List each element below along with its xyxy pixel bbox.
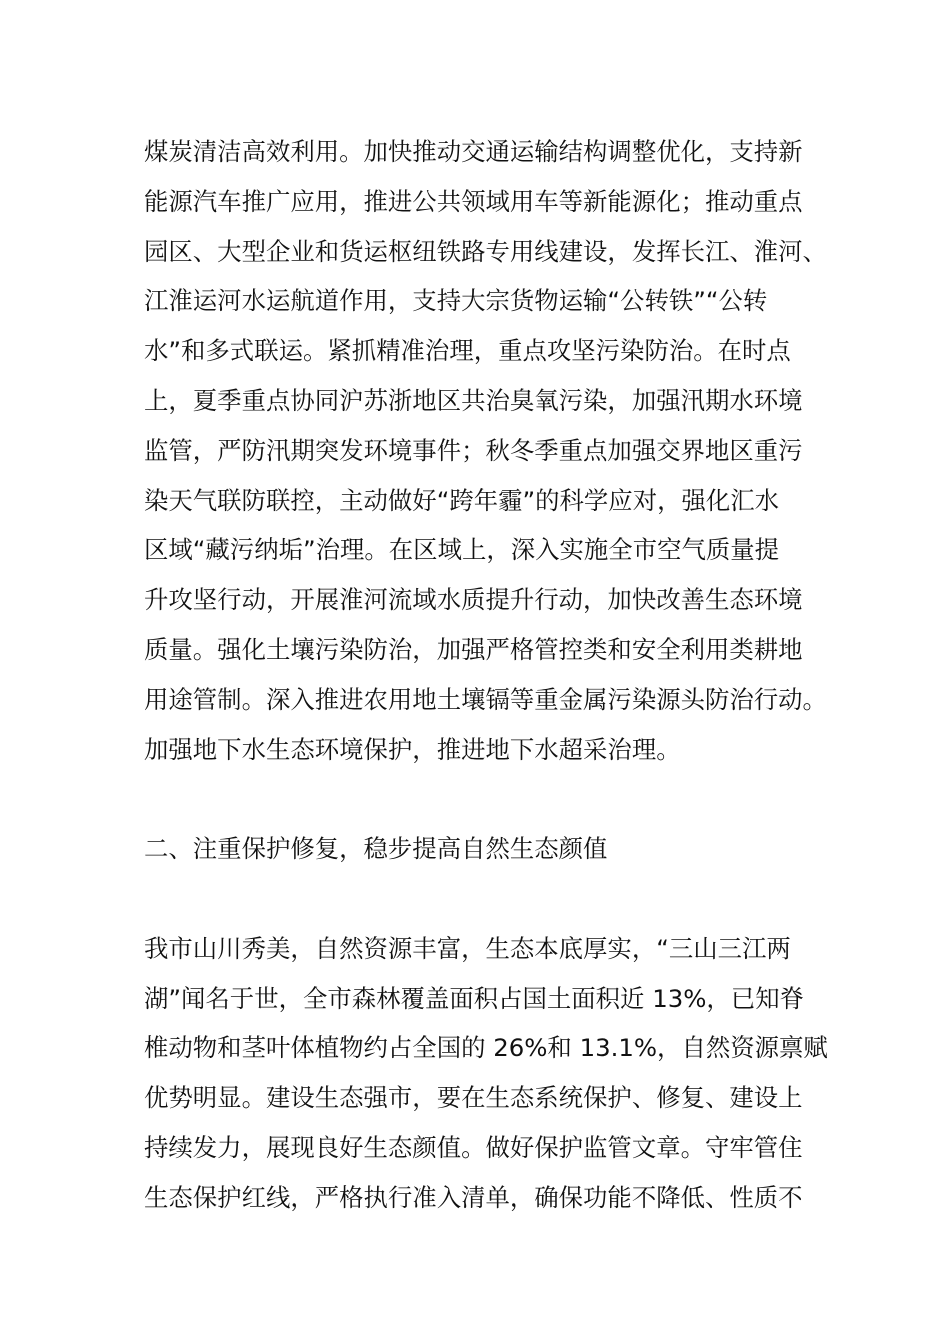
text-line: 监管，严防汛期突发环境事件；秋冬季重点加强交界地区重污 <box>144 435 803 465</box>
text-line: 能源汽车推广应用，推进公共领域用车等新能源化；推动重点 <box>144 186 803 216</box>
text-line: 生态保护红线，严格执行准入清单，确保功能不降低、性质不 <box>144 1182 803 1212</box>
paragraph-spacer <box>144 874 834 924</box>
text-line: 水”和多式联运。紧抓精准治理，重点攻坚污染防治。在时点 <box>144 336 791 366</box>
document-body <box>144 127 834 1223</box>
text-line: 煤炭清洁高效利用。加快推动交通运输结构调整优化，支持新 <box>144 137 803 166</box>
text-line: 用途管制。深入推进农用地土壤镉等重金属污染源头防治行动。 <box>144 684 827 714</box>
text-line: 我市山川秀美，自然资源丰富，生态本底厚实，“三山三江两 <box>144 933 791 963</box>
text-line: 优势明显。建设生态强市，要在生态系统保护、修复、建设上 <box>144 1083 803 1113</box>
text-line: 上，夏季重点协同沪苏浙地区共治臭氧污染，加强汛期水环境 <box>144 385 803 415</box>
text-line: 升攻坚行动，开展淮河流域水质提升行动，加快改善生态环境 <box>144 585 803 615</box>
text-line: 质量。强化土壤污染防治，加强严格管控类和安全利用类耕地 <box>144 634 803 664</box>
text-line: 加强地下水生态环境保护，推进地下水超采治理。 <box>144 734 681 764</box>
paragraph-1 <box>144 127 834 774</box>
text-line: 椎动物和茎叶体植物约占全国的 26%和 13.1%，自然资源禀赋 <box>144 1033 828 1063</box>
text-line: 区域“藏污纳垢”治理。在区域上，深入实施全市空气质量提 <box>144 535 780 565</box>
section-heading: 二、注重保护修复，稳步提高自然生态颜值 <box>144 834 608 864</box>
text-line: 湖”闻名于世，全市森林覆盖面积占国土面积近 13%，已知脊 <box>144 983 804 1013</box>
paragraph-spacer <box>144 774 834 824</box>
text-line: 江淮运河水运航道作用，支持大宗货物运输“公转铁”“公转 <box>144 286 768 316</box>
text-line: 染天气联防联控，主动做好“跨年霾”的科学应对，强化汇水 <box>144 485 780 515</box>
text-line: 持续发力，展现良好生态颜值。做好保护监管文章。守牢管住 <box>144 1132 803 1162</box>
text-line: 园区、大型企业和货运枢纽铁路专用线建设，发挥长江、淮河、 <box>144 236 827 266</box>
paragraph-2 <box>144 924 834 1223</box>
